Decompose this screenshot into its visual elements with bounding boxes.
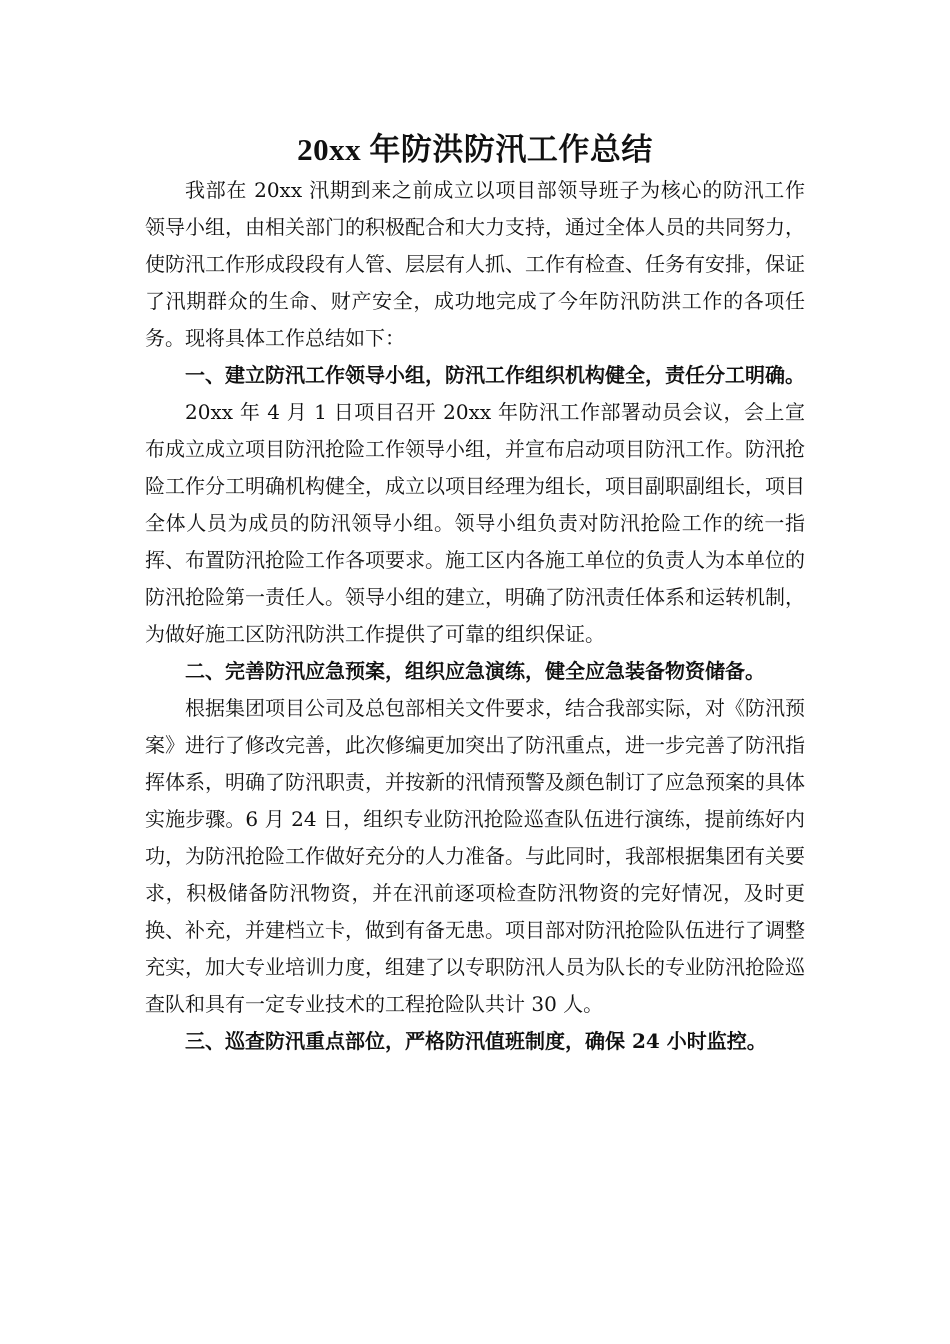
paragraph-section-1: 20xx 年 4 月 1 日项目召开 20xx 年防汛工作部署动员会议，会上宣布成立成立项目防汛抢险工作领导小组，并宣布启动项目防汛工作。防汛抢险工作分工明确机构健全，成立以项目经理为组长，项目副职副组长，项目全体人员为成员的防汛领导小组。领导小组负责对防汛抢险工作的统一指挥、布置防汛抢险工作各项要求。施工区内各施工单位的负责人为本单位的防汛抢险第一责任人。领导小组的建立，明确了防汛责任体系和运转机制，为做好施工区防汛防洪工作提供了可靠的组织保证。 — [145, 400, 805, 646]
document-page — [145, 128, 805, 1060]
paragraph-intro: 我部在 20xx 汛期到来之前成立以项目部领导班子为核心的防汛工作领导小组，由相关部门的积极配合和大力支持，通过全体人员的共同努力，使防汛工作形成段段有人管、层层有人抓、工作有检查、任务有安排，保证了汛期群众的生命、财产安全，成功地完成了今年防汛防洪工作的各项任务。现将具体工作总结如下： — [145, 178, 805, 350]
section-heading-3: 三、巡查防汛重点部位，严格防汛值班制度，确保 24 小时监控。 — [185, 1029, 767, 1053]
paragraph-section-2: 根据集团项目公司及总包部相关文件要求，结合我部实际，对《防汛预案》进行了修改完善，此次修编更加突出了防汛重点，进一步完善了防汛指挥体系，明确了防汛职责，并按新的汛情预警及颜色制订了应急预案的具体实施步骤。6 月 24 日，组织专业防汛抢险巡查队伍进行演练，提前练好内功，为防汛抢险工作做好充分的人力准备。与此同时，我部根据集团有关要求，积极储备防汛物资，并在汛前逐项检查防汛物资的完好情况，及时更换、补充，并建档立卡，做到有备无患。项目部对防汛抢险队伍进行了调整充实，加大专业培训力度，组建了以专职防汛人员为队长的专业防汛抢险巡查队和具有一定专业技术的工程抢险队共计 30 人。 — [145, 696, 805, 1016]
section-heading-2: 二、完善防汛应急预案，组织应急演练，健全应急装备物资储备。 — [185, 659, 765, 683]
section-heading-1: 一、建立防汛工作领导小组，防汛工作组织机构健全，责任分工明确。 — [185, 363, 805, 387]
document-title: 20xx 年防洪防汛工作总结 — [297, 132, 653, 167]
